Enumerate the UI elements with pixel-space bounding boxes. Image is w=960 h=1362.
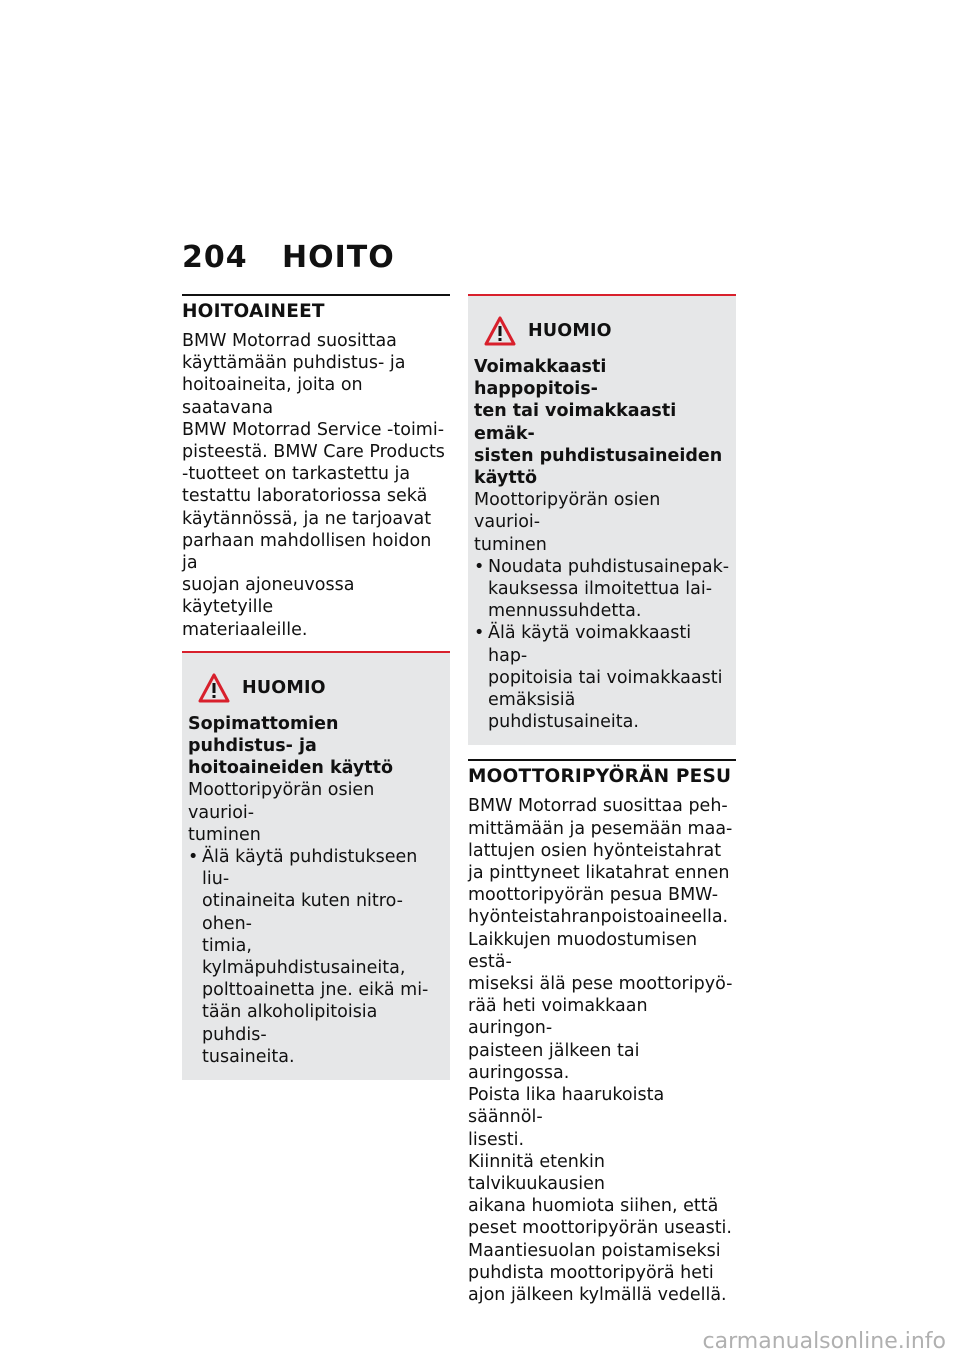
warning-triangle-icon (198, 673, 230, 703)
section-title: HOITO (282, 240, 395, 275)
list-item (474, 622, 730, 733)
notice-subtitle: Sopimattomien puhdistus- ja hoitoaineiden käyttö (188, 713, 394, 779)
warning-triangle-icon (484, 316, 516, 346)
notice-box (182, 653, 450, 1080)
notice-consequence: Moottoripyörän osien vaurioi- tuminen (474, 490, 661, 555)
notice-box (468, 296, 736, 745)
bullet-dot: • (474, 556, 485, 577)
notice-consequence: Moottoripyörän osien vaurioi- tuminen (188, 780, 375, 845)
divider (182, 294, 450, 296)
notice-title: HUOMIO (242, 677, 326, 698)
list-item-text: Älä käytä voimakkaasti hap- popitoisia tai voimakkaasti emäksisiä puhdistusaineita. (488, 623, 723, 733)
body-paragraph: BMW Motorrad suosittaa käyttämään puhdistus- ja hoitoaineita, joita on saatavana BMW Motorrad Service -toimi- pisteestä. BMW Care Products -tuotteet on tarkastettu ja testattu laboratoriossa sekä käytännössä, ja ne tarjoavat parhaan mahdollisen hoidon ja suojan ajoneuvossa käytetyille materiaaleille. (182, 331, 445, 640)
list-item (474, 556, 730, 623)
notice-subtitle: Voimakkaasti happopitois- ten tai voimakkaasti emäk- sisten puhdistusaineiden käyttö (474, 357, 723, 489)
section-heading: MOOTTORIPYÖRÄN PESU (468, 766, 732, 788)
list-item (188, 846, 444, 1068)
section-heading: HOITOAINEET (182, 301, 325, 322)
bullet-dot: • (188, 847, 199, 868)
bullet-dot: • (474, 623, 485, 644)
watermark: carmanualsonline.info (702, 1329, 946, 1354)
left-column (182, 294, 450, 1080)
page-header (182, 240, 395, 275)
page-number: 204 (182, 240, 248, 275)
body-paragraph: BMW Motorrad suosittaa peh- mittämään ja pesemään maa- lattujen osien hyönteistahrat ja pinttyneet likatahrat ennen moottoripyörän pesua BMW- hyönteistahranpoistoaineella. Laikkujen muodostumisen estä- miseksi älä pese moottoripyö- rää heti voimakkaan auringon- paisteen jälkeen tai auringossa. Poista lika haarukoista säännöl- lisesti. Kiinnitä etenkin talvikuukausien aikana huomiota siihen, että peset moottoripyörän useasti. Maantiesuolan poistamiseksi puhdista moottoripyörä heti ajon jälkeen kylmällä vedellä. (468, 796, 733, 1305)
divider (468, 759, 736, 761)
notice-title: HUOMIO (528, 321, 612, 341)
list-item-text: Älä käytä puhdistukseen liu- otinaineita kuten nitro-ohen- timia, kylmäpuhdistusaineita, polttoainetta jne. eikä mi- tään alkoholipitoisia puhdis- tusaineita. (202, 847, 429, 1067)
right-column (468, 294, 736, 1306)
notice-header (188, 673, 444, 703)
list-item-text: Noudata puhdistusainepak- kauksessa ilmoitettua lai- mennussuhdetta. (488, 556, 730, 622)
notice-header (474, 316, 730, 346)
